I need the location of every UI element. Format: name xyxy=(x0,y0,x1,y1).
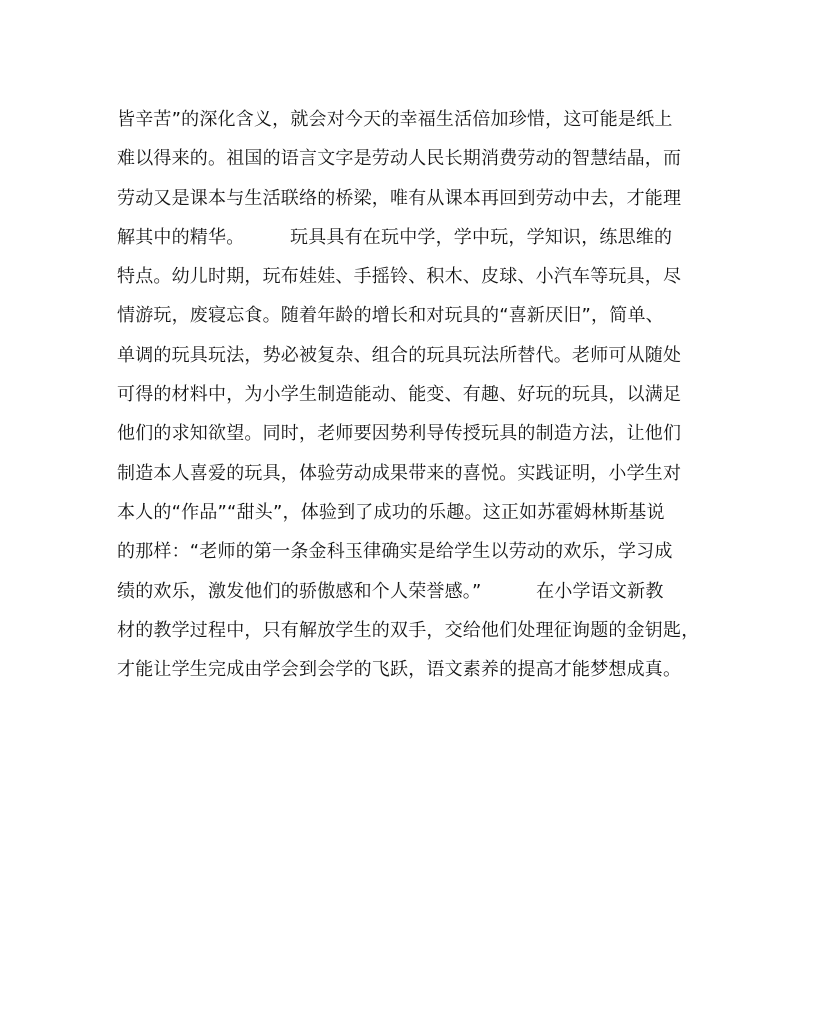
text-line: 可得的材料中，为小学生制造能动、能变、有趣、好玩的玩具，以满足 xyxy=(117,384,682,406)
text-line: 的那样：“老师的第一条金科玉律确实是给学生以劳动的欢乐，学习成 xyxy=(117,541,673,563)
text-line: 解其中的精华。 玩具具有在玩中学，学中玩，学知识，练思维的 xyxy=(117,226,673,248)
text-line: 劳动又是课本与生活联络的桥梁，唯有从课本再回到劳动中去，才能理 xyxy=(117,187,682,209)
text-line: 材的教学过程中，只有解放学生的双手，交给他们处理征询题的金钥匙， xyxy=(117,619,700,641)
text-line: 单调的玩具玩法，势必被复杂、组合的玩具玩法所替代。老师可从随处 xyxy=(117,344,682,366)
body-text xyxy=(117,100,707,689)
text-line: 难以得来的。祖国的语言文字是劳动人民长期消费劳动的智慧结晶，而 xyxy=(117,148,682,170)
text-line: 他们的求知欲望。同时，老师要因势利导传授玩具的制造方法，让他们 xyxy=(117,423,682,445)
text-line: 制造本人喜爱的玩具，体验劳动成果带来的喜悦。实践证明，小学生对 xyxy=(117,462,682,484)
text-line: 本人的“作品”“甜头”，体验到了成功的乐趣。这正如苏霍姆林斯基说 xyxy=(117,501,665,523)
text-line: 才能让学生完成由学会到会学的飞跃，语文素养的提高才能梦想成真。 xyxy=(117,659,682,681)
text-line: 情游玩，废寝忘食。随着年龄的增长和对玩具的“喜新厌旧”，简单、 xyxy=(117,305,664,327)
text-line: 皆辛苦”的深化含义，就会对今天的幸福生活倍加珍惜，这可能是纸上 xyxy=(117,109,673,130)
text-line: 绩的欢乐，激发他们的骄傲感和个人荣誉感。” 在小学语文新教 xyxy=(117,580,664,602)
text-line: 特点。幼儿时期，玩布娃娃、手摇铃、积木、皮球、小汽车等玩具，尽 xyxy=(117,266,682,288)
